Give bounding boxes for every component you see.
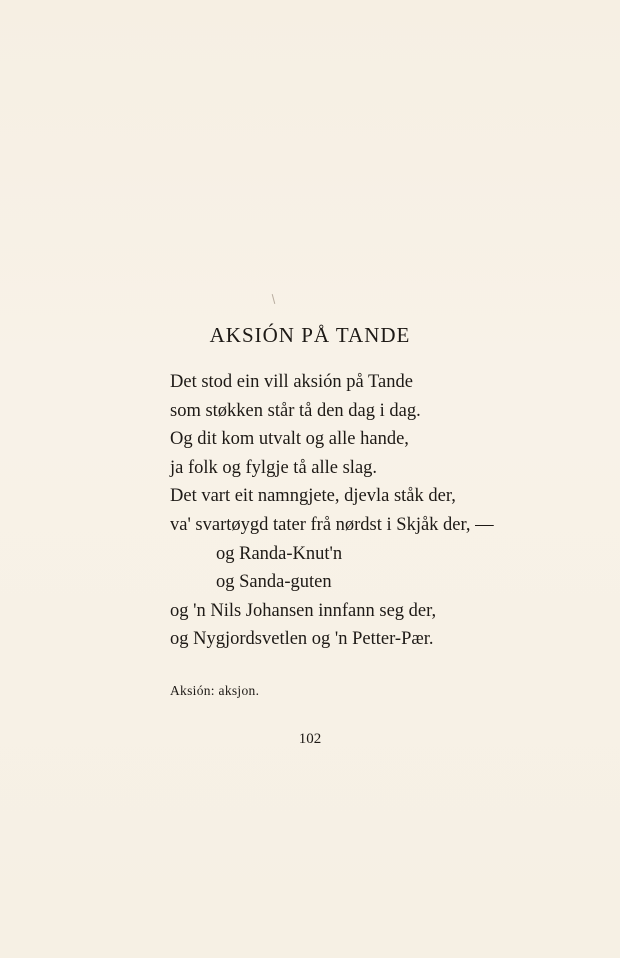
page-number: 102: [298, 731, 322, 747]
poem-line-indented: og Sanda-guten: [216, 572, 332, 593]
footnote: Aksión: aksjon.: [170, 683, 260, 698]
poem-line: Det stod ein vill aksión på Tande: [170, 372, 413, 392]
poem-line-indented: og Randa-Knut'n: [216, 543, 343, 564]
poem-line: ja folk og fylgje tå alle slag.: [170, 457, 378, 478]
poem-line: som støkken står tå den dag i dag.: [170, 400, 421, 421]
poem-line: va' svartøygd tater frå nørdst i Skjåk der, —: [170, 514, 494, 535]
poem-title: AKSIÓN PÅ TANDE: [209, 323, 411, 347]
poem-body: [170, 368, 600, 654]
poem-line: og 'n Nils Johansen innfann seg der,: [170, 600, 437, 621]
poem-line: Og dit kom utvalt og alle hande,: [170, 429, 409, 450]
paper-speck: [272, 294, 276, 304]
poem-line: Det vart eit namngjete, djevla ståk der,: [170, 486, 456, 507]
poem-line: og Nygjordsvetlen og 'n Petter-Pær.: [170, 629, 434, 650]
